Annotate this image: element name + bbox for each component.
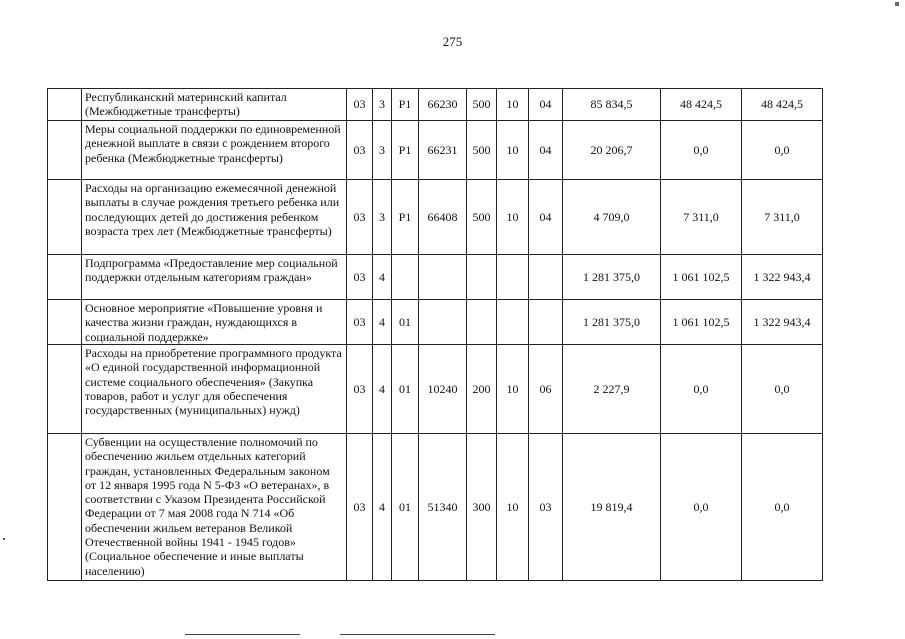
empty-cell <box>48 300 82 345</box>
row-name: Подпрограмма «Предоставление мер социальной поддержки отдельным категориям граждан» <box>82 255 347 300</box>
value-cell: 19 819,4 <box>563 434 661 581</box>
code-cell: 03 <box>347 255 373 300</box>
value-cell: 1 322 943,4 <box>742 255 823 300</box>
code-cell: 04 <box>529 180 563 255</box>
value-cell: 20 206,7 <box>563 121 661 180</box>
code-cell: 10 <box>497 434 529 581</box>
code-cell <box>497 300 529 345</box>
code-cell <box>419 255 467 300</box>
code-cell <box>467 255 497 300</box>
empty-cell <box>48 255 82 300</box>
code-cell: 10 <box>497 121 529 180</box>
code-cell: 04 <box>529 121 563 180</box>
table-row <box>48 345 823 434</box>
code-cell: 03 <box>347 345 373 434</box>
value-cell: 85 834,5 <box>563 89 661 121</box>
row-name: Меры социальной поддержки по единовременной денежной выплате в связи с рождением второго ребенка (Межбюджетные трансферты) <box>82 121 347 180</box>
code-cell: 3 <box>373 89 392 121</box>
code-cell <box>529 255 563 300</box>
scan-speck <box>3 538 5 540</box>
code-cell: 4 <box>373 255 392 300</box>
code-cell: 03 <box>347 300 373 345</box>
code-cell: 500 <box>467 180 497 255</box>
code-cell: 01 <box>392 434 419 581</box>
code-cell: 500 <box>467 121 497 180</box>
code-cell: P1 <box>392 121 419 180</box>
code-cell <box>392 255 419 300</box>
value-cell: 7 311,0 <box>661 180 742 255</box>
value-cell: 1 281 375,0 <box>563 300 661 345</box>
code-cell: 03 <box>347 121 373 180</box>
footer-rule <box>185 634 495 636</box>
code-cell: 51340 <box>419 434 467 581</box>
row-name: Расходы на приобретение программного продукта «О единой государственной информационной системе социального обеспечения» (Закупка товаров, работ и услуг для обеспечения государственных (муниципальных) нужд) <box>82 345 347 434</box>
code-cell <box>497 255 529 300</box>
code-cell: 03 <box>347 180 373 255</box>
value-cell: 0,0 <box>661 345 742 434</box>
code-cell <box>419 300 467 345</box>
footer-rule-gap <box>300 632 340 636</box>
code-cell: 3 <box>373 180 392 255</box>
row-name: Субвенции на осуществление полномочий по обеспечению жильем отдельных категорий граждан, установленных Федеральным законом от 12 января 1995 года N 5-ФЗ «О ветеранах», в соответствии с Указом Президента Российской Федерации от 7 мая 2008 года N 714 «Об обеспечении жильем ветеранов Великой Отечественной войны 1941 - 1945 годов» (Социальное обеспечение и иные выплаты населению) <box>82 434 347 581</box>
code-cell: 66230 <box>419 89 467 121</box>
value-cell: 1 061 102,5 <box>661 300 742 345</box>
code-cell: 3 <box>373 121 392 180</box>
value-cell: 2 227,9 <box>563 345 661 434</box>
code-cell: 10 <box>497 89 529 121</box>
value-cell: 0,0 <box>661 121 742 180</box>
code-cell: 200 <box>467 345 497 434</box>
budget-table <box>47 88 823 581</box>
code-cell: 01 <box>392 345 419 434</box>
code-cell: 4 <box>373 300 392 345</box>
code-cell: P1 <box>392 89 419 121</box>
value-cell: 48 424,5 <box>742 89 823 121</box>
value-cell: 0,0 <box>742 121 823 180</box>
value-cell: 7 311,0 <box>742 180 823 255</box>
code-cell: 03 <box>347 434 373 581</box>
code-cell: 10240 <box>419 345 467 434</box>
value-cell: 0,0 <box>742 345 823 434</box>
row-name: Основное мероприятие «Повышение уровня и качества жизни граждан, нуждающихся в социальной поддержке» <box>82 300 347 345</box>
empty-cell <box>48 89 82 121</box>
value-cell: 48 424,5 <box>661 89 742 121</box>
value-cell: 1 281 375,0 <box>563 255 661 300</box>
code-cell: 4 <box>373 345 392 434</box>
empty-cell <box>48 121 82 180</box>
code-cell: 10 <box>497 345 529 434</box>
row-name: Республиканский материнский капитал (Межбюджетные трансферты) <box>82 89 347 121</box>
code-cell: P1 <box>392 180 419 255</box>
code-cell <box>529 300 563 345</box>
value-cell: 1 061 102,5 <box>661 255 742 300</box>
code-cell: 04 <box>529 89 563 121</box>
code-cell: 66231 <box>419 121 467 180</box>
code-cell: 01 <box>392 300 419 345</box>
code-cell <box>467 300 497 345</box>
table-row <box>48 89 823 121</box>
code-cell: 06 <box>529 345 563 434</box>
page-number: 275 <box>442 34 463 49</box>
empty-cell <box>48 434 82 581</box>
code-cell: 4 <box>373 434 392 581</box>
empty-cell <box>48 345 82 434</box>
code-cell: 03 <box>347 89 373 121</box>
value-cell: 0,0 <box>742 434 823 581</box>
code-cell: 10 <box>497 180 529 255</box>
value-cell: 1 322 943,4 <box>742 300 823 345</box>
value-cell: 0,0 <box>661 434 742 581</box>
row-name: Расходы на организацию ежемесячной денежной выплаты в случае рождения третьего ребенка или последующих детей до достижения ребенком возраста трех лет (Межбюджетные трансферты) <box>82 180 347 255</box>
table-row <box>48 255 823 300</box>
table-row <box>48 300 823 345</box>
code-cell: 66408 <box>419 180 467 255</box>
table-row <box>48 180 823 255</box>
value-cell: 4 709,0 <box>563 180 661 255</box>
code-cell: 03 <box>529 434 563 581</box>
empty-cell <box>48 180 82 255</box>
code-cell: 500 <box>467 89 497 121</box>
table-row <box>48 121 823 180</box>
scan-corner-speck <box>895 2 899 6</box>
table-row <box>48 434 823 581</box>
code-cell: 300 <box>467 434 497 581</box>
